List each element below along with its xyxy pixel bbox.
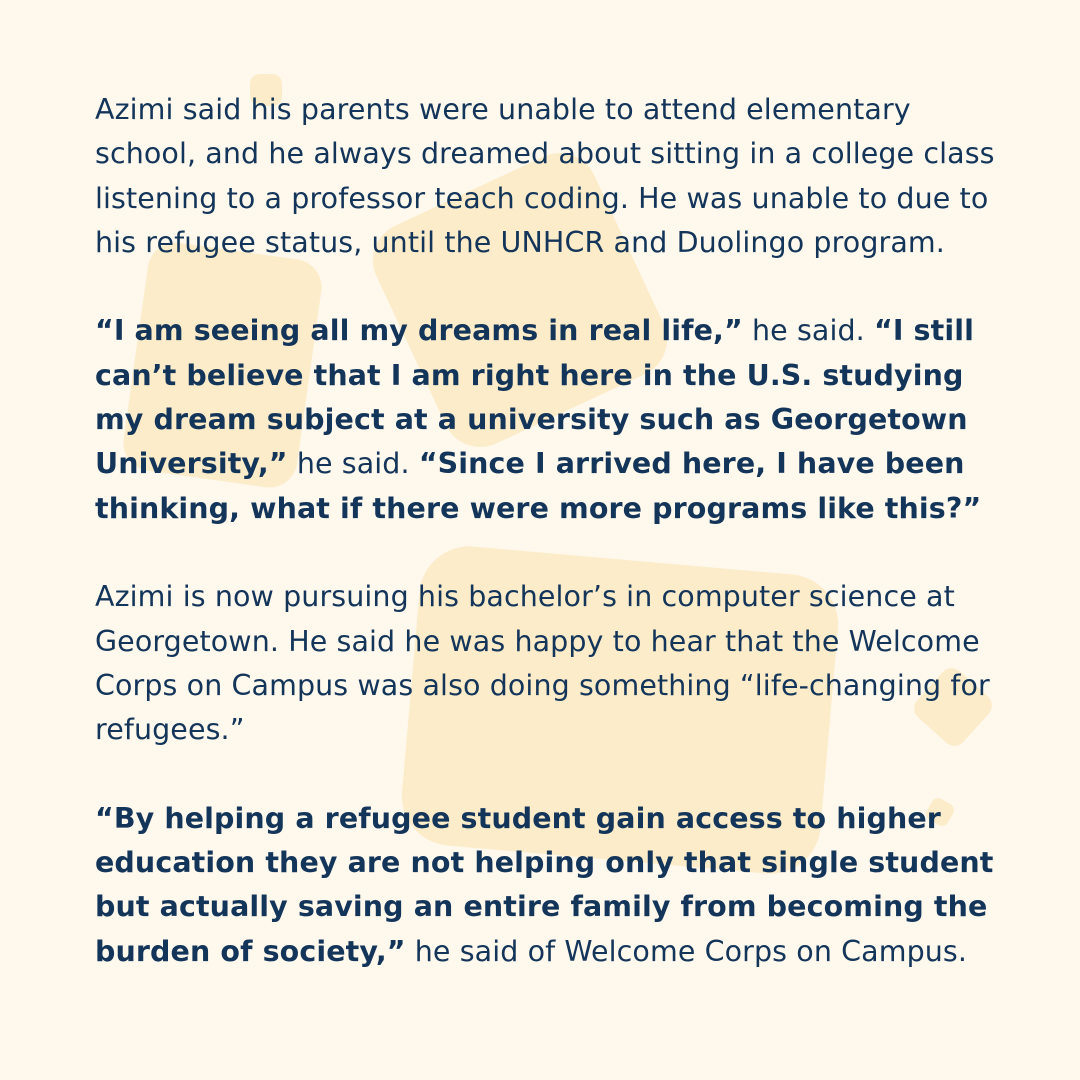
- quote-text: “Since I arrived here, I have been thinking, what if there were more programs like this?”: [95, 447, 982, 525]
- body-text: he said.: [287, 447, 419, 481]
- body-text: he said.: [742, 314, 874, 348]
- quote-text: “By helping a refugee student gain access to higher education they are not helping only that single student but actually saving an entire family from becoming the burden of society,”: [95, 801, 994, 968]
- paragraph-3: [95, 575, 1015, 752]
- paragraph-4: [95, 797, 1015, 974]
- article-text: [95, 88, 1015, 974]
- paragraph-1: [95, 88, 1015, 265]
- quote-text: “I am seeing all my dreams in real life,”: [95, 314, 743, 348]
- body-text: he said of Welcome Corps on Campus.: [405, 934, 968, 968]
- quote-text: “I still can’t believe that I am right here in the U.S. studying my dream subject at a university such as Georgetown University,”: [95, 314, 974, 481]
- body-text: Azimi said his parents were unable to attend elementary school, and he always dreamed about sitting in a college class listening to a professor teach coding. He was unable to due to his refugee status, until the UNHCR and Duolingo program.: [95, 93, 995, 259]
- paragraph-2: [95, 309, 1015, 530]
- body-text: Azimi is now pursuing his bachelor’s in computer science at Georgetown. He said he was happy to hear that the Welcome Corps on Campus was also doing something “life-changing for refugees.”: [95, 580, 990, 747]
